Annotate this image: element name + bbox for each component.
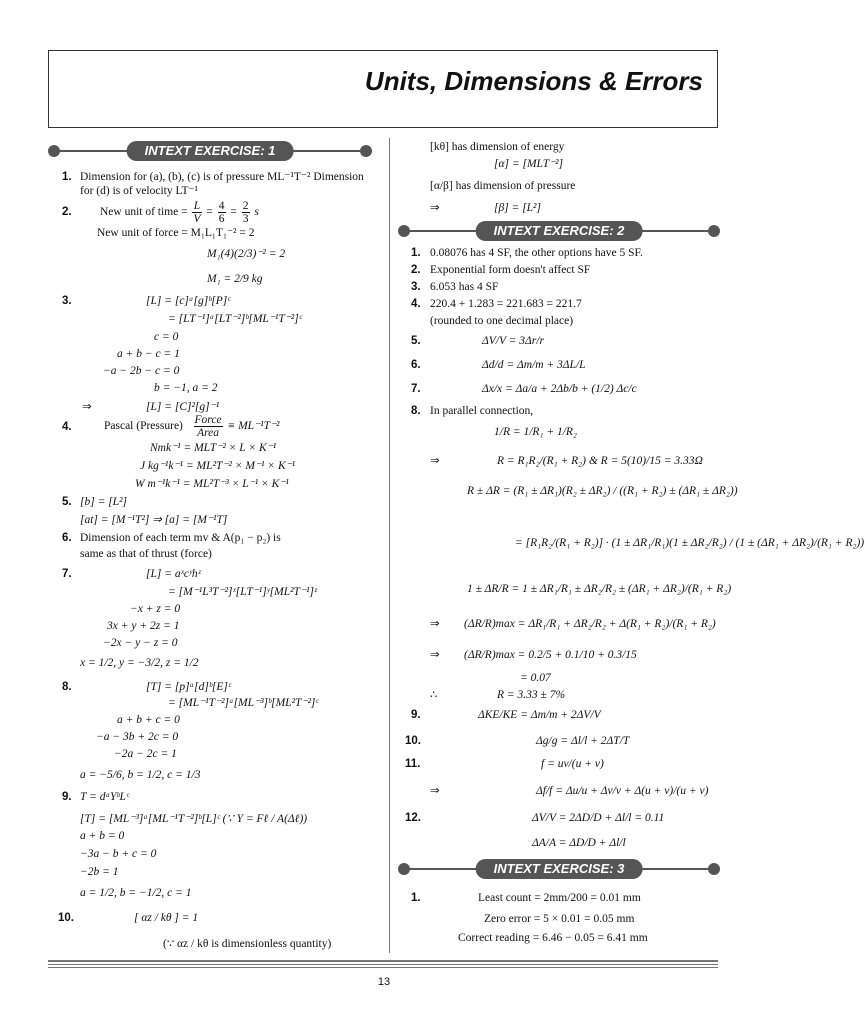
q-number: 1. (62, 171, 72, 183)
fraction: $\frac{4}{6}$ (218, 200, 225, 225)
solution-line: M₁(4)(2/3)⁻² = 2 (207, 248, 286, 260)
q-number: 7. (411, 383, 421, 395)
implies-arrow: ⇒ (430, 649, 440, 661)
solution-line: −a − 3b + 2c = 0 (96, 731, 179, 743)
solution-line: [b] = [L²] (80, 496, 128, 508)
solution-line: In parallel connection, (430, 405, 534, 417)
solution-line: a = 1/2, b = −1/2, c = 1 (80, 887, 192, 899)
solution-line: Δx/x = Δa/a + 2Δb/b + (1/2) Δc/c (482, 383, 637, 395)
solution-line: 1 ± ΔR/R = 1 ± ΔR₁/R₁ ± ΔR₂/R₂ ± (ΔR₁ + ΔR₂)/(R₁ + R₂) (467, 583, 732, 595)
solution-line: = [ML⁻¹T⁻²]ᵃ[ML⁻³]ᵇ[ML²T⁻²]ᶜ (168, 697, 319, 709)
solution-line: a + b = 0 (80, 830, 125, 842)
implies-arrow: ⇒ (430, 618, 440, 630)
column-divider (389, 138, 390, 953)
solution-line: Δd/d = Δm/m + 3ΔL/L (482, 359, 586, 371)
q-number: 11. (405, 758, 421, 770)
section-title-ex2: INTEXT EXERCISE: 2 (476, 221, 643, 241)
solution-line: x = 1/2, y = −3/2, z = 1/2 (80, 657, 199, 669)
solution-line: Exponential form doesn't affect SF (430, 264, 591, 276)
solution-line: −3a − b + c = 0 (80, 848, 157, 860)
solution-line: Dimension for (a), (b), (c) is of pressure ML⁻¹T⁻² Dimension (80, 171, 364, 183)
solution-line: ΔA/A = ΔD/D + Δl/l (532, 837, 626, 849)
q-number: 7. (62, 568, 72, 580)
q-number: 10. (405, 735, 421, 747)
solution-line: Nmk⁻¹ = MLT⁻² × L × K⁻¹ (150, 442, 277, 454)
solution-line: ΔV/V = 3Δr/r (482, 335, 544, 347)
solution-line: −x + z = 0 (130, 603, 181, 615)
solution-line: (ΔR/R)max = 0.2/5 + 0.1/10 + 0.3/15 (464, 649, 637, 661)
solution-line: a + b + c = 0 (117, 714, 180, 726)
q-number: 4. (411, 298, 421, 310)
q-number: 4. (62, 421, 72, 433)
q-number: 12. (405, 812, 421, 824)
solution-line: (ΔR/R)max = ΔR₁/R₁ + ΔR₂/R₂ + Δ(R₁ + R₂)/(R₁ + R₂) (464, 618, 716, 630)
solution-line: [T] = [p]ᵃ[d]ᵇ[E]ᶜ (146, 681, 231, 693)
q-number: 2. (62, 206, 72, 218)
solution-line: b = −1, a = 2 (154, 382, 218, 394)
solution-line: Least count = 2mm/200 = 0.01 mm (478, 892, 641, 904)
solution-line: same as that of thrust (force) (80, 548, 212, 560)
section-band-ex3 (398, 859, 720, 879)
solution-line: W m⁻¹k⁻¹ = ML²T⁻³ × L⁻¹ × K⁻¹ (135, 478, 289, 490)
solution-line: ΔV/V = 2ΔD/D + Δl/l = 0.11 (532, 812, 665, 824)
solution-line: −2a − 2c = 1 (114, 748, 177, 760)
q-number: 9. (411, 709, 421, 721)
q-number: 5. (62, 496, 72, 508)
solution-line: for (d) is of velocity LT⁻¹ (80, 185, 198, 197)
solution-line: [at] = [M⁻¹T²] ⇒ [a] = [M⁻¹T] (80, 514, 228, 526)
solution-line: a = −5/6, b = 1/2, c = 1/3 (80, 769, 201, 781)
solution-line: New unit of force = M₁L₁T₁⁻² = 2 (97, 227, 255, 239)
solution-line: [α] = [MLT⁻²] (494, 158, 564, 170)
solution-line: Correct reading = 6.46 − 0.05 = 6.41 mm (458, 932, 648, 944)
solution-line: 220.4 + 1.283 = 221.683 = 221.7 (430, 298, 582, 310)
page-title: Units, Dimensions & Errors (364, 66, 703, 96)
solution-line: Δg/g = Δl/l + 2ΔT/T (536, 735, 630, 747)
equation-label: New unit of time = (100, 206, 188, 219)
q-number: 8. (411, 405, 421, 417)
section-band-ex2 (398, 221, 720, 241)
q-number: 3. (411, 281, 421, 293)
q-number: 2. (411, 264, 421, 276)
solution-line: [kθ] has dimension of energy (430, 141, 565, 153)
solution-line: [α/β] has dimension of pressure (430, 180, 576, 192)
solution-line: 3x + y + 2z = 1 (107, 620, 180, 632)
solution-line: (rounded to one decimal place) (430, 315, 574, 327)
solution-line: Zero error = 5 × 0.01 = 0.05 mm (484, 913, 635, 925)
solution-line: [L] = aˣcʸhᶻ (146, 568, 201, 580)
q-number: 1. (411, 892, 421, 904)
solution-line: −2b = 1 (80, 866, 119, 878)
solution-line: −a − 2b − c = 0 (103, 365, 180, 377)
page-number: 13 (377, 976, 391, 988)
therefore-symbol: ∴ (430, 689, 438, 701)
solution-line: (∵ αz / kθ is dimensionless quantity) (163, 938, 332, 950)
solution-line: R = 3.33 ± 7% (497, 689, 566, 701)
solution-line: R ± ΔR = (R₁ ± ΔR₁)(R₂ ± ΔR₂) / ((R₁ + R₂) ± (ΔR₁ ± ΔR₂)) (467, 485, 738, 497)
solution-line: a + b − c = 1 (117, 348, 180, 360)
q-number: 6. (62, 532, 72, 544)
solution-line: R = R₁R₂/(R₁ + R₂) & R = 5(10)/15 = 3.33Ω (497, 455, 703, 467)
section-title-ex3: INTEXT EXERCISE: 3 (476, 859, 643, 879)
q-number: 6. (411, 359, 421, 371)
implies-arrow: ⇒ (430, 202, 440, 214)
solution-line: Dimension of each term mv & A(p₁ − p₂) is (80, 532, 281, 544)
solution-line: = [R₁R₂/(R₁ + R₂)] · (1 ± ΔR₁/R₁)(1 ± ΔR₂/R₂) / (1 ± (ΔR₁ + ΔR₂)/(R₁ + R₂)) (515, 537, 864, 549)
footer-rule (48, 964, 718, 965)
solution-line: ΔKE/KE = Δm/m + 2ΔV/V (478, 709, 601, 721)
q-number: 9. (62, 791, 72, 803)
solution-line: 6.053 has 4 SF (430, 281, 499, 293)
implies-arrow: ⇒ (82, 401, 92, 413)
solution-line: 0.08076 has 4 SF, the other options have 5 SF. (430, 247, 643, 259)
solution-line: c = 0 (154, 331, 179, 343)
q-number: 5. (411, 335, 421, 347)
solution-line: Pascal (Pressure) Force Area ≡ ML⁻¹T⁻² (104, 414, 280, 439)
header-box (48, 50, 718, 128)
q-number: 8. (62, 681, 72, 693)
solution-line: [β] = [L²] (494, 202, 541, 214)
q-number: 3. (62, 295, 72, 307)
fraction: $\frac{L}{V}$ (193, 200, 201, 225)
solution-line: = 0.07 (520, 672, 551, 684)
fraction: $\frac{2}{3}$ (242, 200, 249, 225)
solution-line: [ αz / kθ ] = 1 (134, 912, 199, 924)
solution-line: [L] = [C]²[g]⁻¹ (146, 401, 220, 413)
solution-line: New unit of time = $\frac{L}{V}$ = $\frac{4}{6}$ = $\frac{2}{3}$ s (100, 200, 259, 225)
solution-line: Δf/f = Δu/u + Δv/v + Δ(u + v)/(u + v) (536, 785, 709, 797)
section-band-ex1 (48, 141, 372, 161)
fraction: Force Area (194, 414, 222, 439)
solution-line: [L] = [c]ᵃ[g]ᵇ[P]ᶜ (146, 295, 231, 307)
q-number: 1. (411, 247, 421, 259)
implies-arrow: ⇒ (430, 785, 440, 797)
footer-rule (48, 960, 718, 962)
solution-line: M₁ = 2/9 kg (207, 273, 263, 285)
solution-line: f = uv/(u + v) (541, 758, 604, 770)
implies-arrow: ⇒ (430, 455, 440, 467)
q-number: 10. (58, 912, 74, 924)
solution-line: T = dᵃYᵇLᶜ (80, 791, 129, 803)
section-title-ex1: INTEXT EXERCISE: 1 (127, 141, 294, 161)
footer-rule (48, 967, 718, 968)
solution-line: J kg⁻¹k⁻¹ = ML²T⁻² × M⁻¹ × K⁻¹ (140, 460, 296, 472)
solution-line: −2x − y − z = 0 (103, 637, 178, 649)
solution-line: = [LT⁻¹]ᵃ[LT⁻²]ᵇ[ML⁻¹T⁻²]ᶜ (168, 313, 302, 325)
solution-line: = [M⁻¹L³T⁻²]ˣ[LT⁻¹]ʸ[ML²T⁻¹]ᶻ (168, 586, 317, 598)
solution-line: 1/R = 1/R₁ + 1/R₂ (494, 426, 577, 438)
solution-line: [T] = [ML⁻³]ᵃ[ML⁻¹T⁻²]ᵇ[L]ᶜ (∵ Y = Fℓ / A(Δℓ)) (80, 813, 308, 825)
